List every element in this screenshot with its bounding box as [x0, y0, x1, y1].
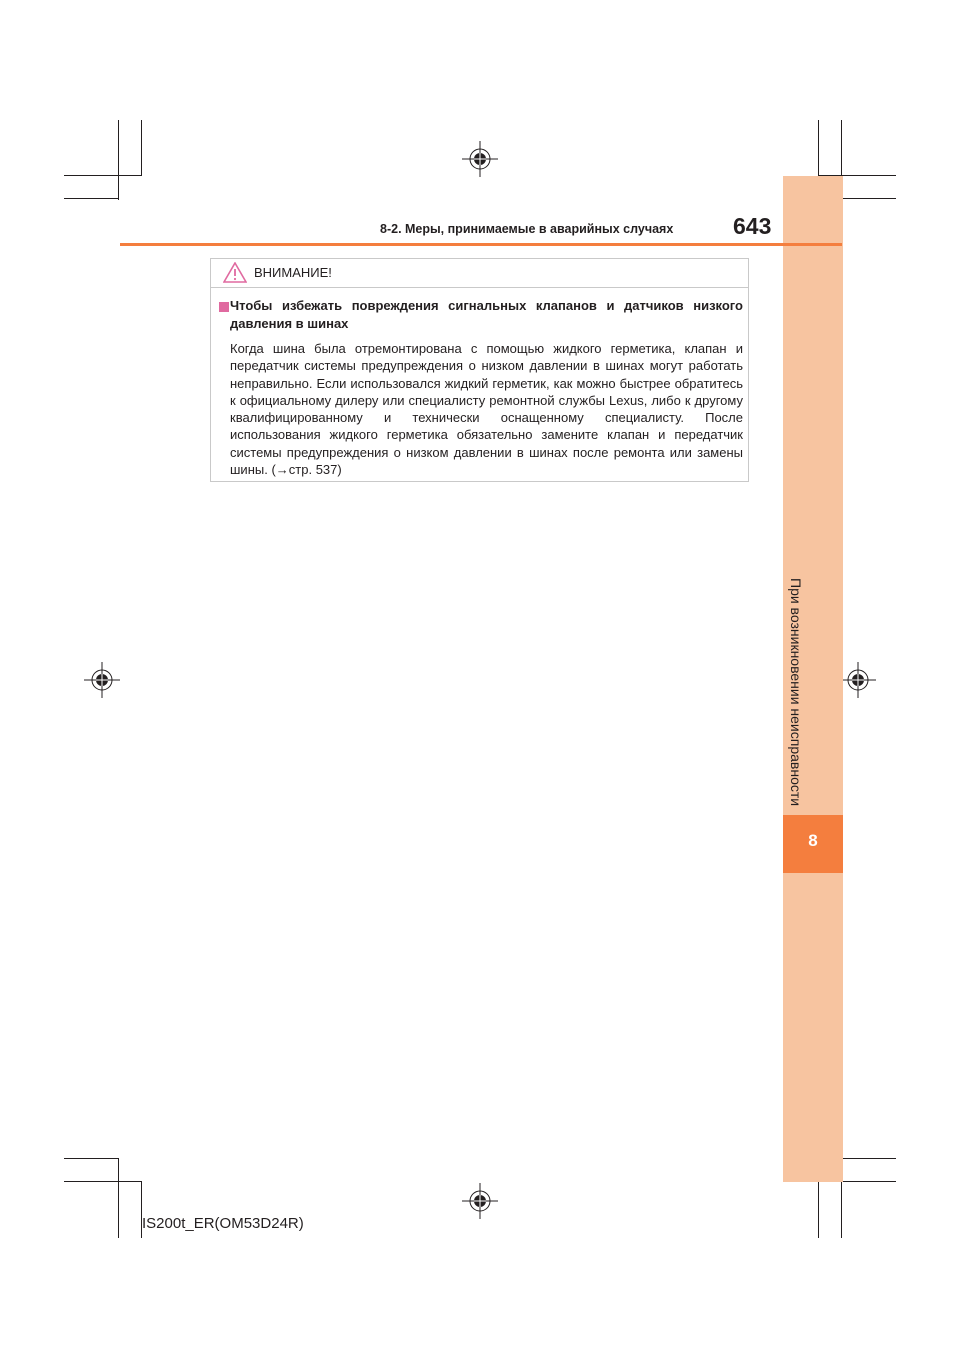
page-reference: стр. 537) — [288, 462, 342, 478]
crop-mark — [841, 1158, 896, 1159]
document-code: IS200t_ER(OM53D24R) — [142, 1215, 304, 1232]
caution-box — [210, 258, 749, 482]
crop-mark — [64, 1158, 119, 1159]
crop-mark — [818, 120, 819, 175]
section-header-title: 8-2. Меры, принимаемые в аварийных случаях — [380, 222, 674, 236]
registration-mark-icon — [840, 662, 876, 698]
page-number: 643 — [733, 213, 772, 239]
header-divider — [120, 243, 842, 246]
crop-mark — [64, 198, 119, 199]
square-bullet-icon — [219, 302, 229, 312]
chapter-number: 8 — [808, 831, 818, 850]
registration-mark-icon — [462, 141, 498, 177]
registration-mark-icon — [462, 1183, 498, 1219]
crop-mark — [64, 175, 142, 176]
caution-section-title: Чтобы избежать повреждения сигнальных клапанов и датчиков низкого давления в шинах — [230, 298, 743, 331]
caution-body — [230, 340, 743, 478]
arrow-icon: → — [275, 462, 289, 478]
crop-mark — [818, 1181, 819, 1238]
caution-header — [211, 259, 748, 288]
crop-mark — [841, 198, 896, 199]
chapter-side-label: При возникновении неисправности — [788, 578, 804, 807]
caution-body-text: Когда шина была отремонтирована с помощью жидкого герметика, клапан и передатчик системы предупреждения о низком давлении в шинах могут работать неправильно. Если использовался жидкий герметик, как можно быстрее обратитесь к официальному дилеру или специалисту ремонтной службы Lexus, либо к другому квалифицированному и технически оснащенному специалисту. После использования жидкого герметика обязательно замените клапан и передатчик системы предупреждения о низком давлении в шинах после ремонта или замены шины. ( — [230, 341, 743, 478]
crop-mark — [118, 1158, 119, 1238]
crop-mark — [118, 120, 119, 200]
crop-mark — [64, 1181, 142, 1182]
crop-mark — [141, 120, 142, 175]
registration-mark-icon — [84, 662, 120, 698]
chapter-number-box — [783, 815, 843, 873]
caution-label: ВНИМАНИЕ! — [254, 265, 332, 280]
warning-triangle-icon — [223, 262, 247, 283]
